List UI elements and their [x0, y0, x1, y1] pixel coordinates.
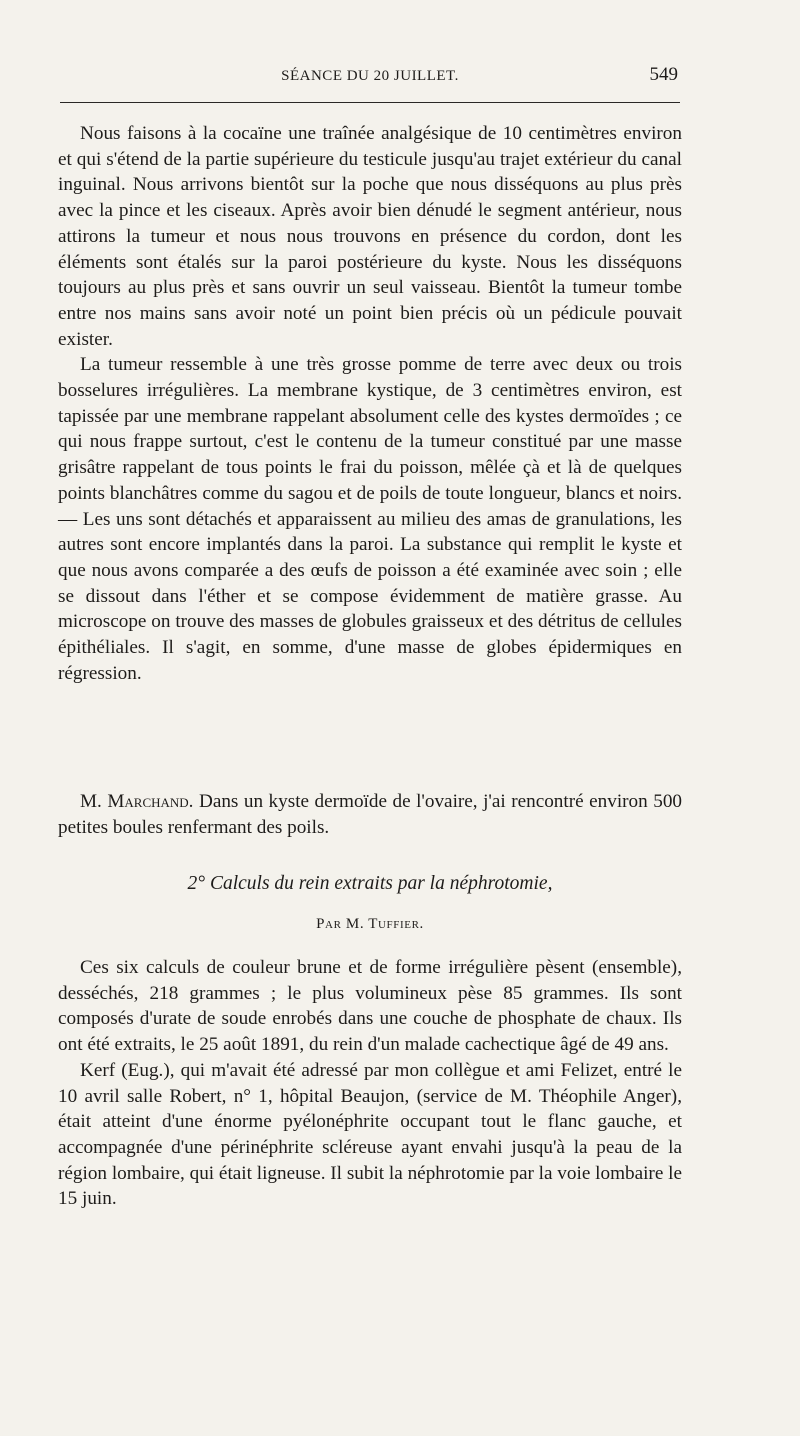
- speaker-remark: Dans un kyste dermoïde de l'ovaire, j'ai rencontré environ 500 petites boules renfermant des poils.: [58, 791, 683, 838]
- section-author: Par M. Tuffier.: [316, 916, 424, 932]
- paragraph-patient: Kerf (Eug.), qui m'avait été adressé par mon collègue et ami Felizet, entré le 10 avril salle Robert, n° 1, hôpital Beaujon, (service de M. Théophile Anger), était atteint d'une énorme pyélonéphrite occupant tout le flanc gauche, et accompagnée d'une périnéphrite scléreuse ayant envahi jusqu'à la peau de la région lombaire, qui était ligneuse. Il subit la néphrotomie par la voie lombaire le 15 juin.: [58, 1059, 682, 1210]
- speaker-name: M. Marchand.: [80, 791, 194, 812]
- paragraph-marchand: [58, 789, 682, 840]
- case-report-text: [58, 121, 682, 686]
- section-title: 2° Calculs du rein extraits par la néphrotomie,: [187, 873, 553, 894]
- running-head-title: SÉANCE DU 20 JUILLET.: [281, 68, 459, 84]
- calculi-text: [58, 955, 682, 1212]
- header-rule: [60, 102, 680, 103]
- running-head: [60, 62, 680, 90]
- paragraph-tumor-description: La tumeur ressemble à une très grosse pomme de terre avec deux ou trois bosselures irrégulières. La membrane kystique, de 3 centimètres environ, est tapissée par une membrane rappelant absolument celle des kystes dermoïdes ; ce qui nous frappe surtout, c'est le contenu de la tumeur constitué par une masse grisâtre rappelant de tous points le frai du poisson, mêlée çà et là de quelques points blanchâtres comme du sagou et de poils de toute longueur, blancs et noirs. — Les uns sont détachés et apparaissent au milieu des amas de granulations, les autres sont encore implantés dans la paroi. La substance qui remplit le kyste et que nous avons comparée a des œufs de poisson a été examinée avec soin ; elle se dissout dans l'éther et se compose évidemment de matière grasse. Au microscope on trouve des masses de globules graisseux et des détritus de cellules épithéliales. Il s'agit, en somme, d'une masse de globes épidermiques en régression.: [58, 354, 682, 684]
- page-number: 549: [649, 64, 678, 85]
- discussion-text: [58, 789, 682, 840]
- paragraph-calculi: Ces six calculs de couleur brune et de forme irrégulière pèsent (ensemble), desséchés, 218 grammes ; le plus volumineux pèse 85 grammes. Ils sont composés d'urate de soude enrobés dans une couche de phosphate de chaux. Ils ont été extraits, le 25 août 1891, du rein d'un malade cachectique âgé de 49 ans.: [58, 957, 682, 1056]
- paragraph-dissection: Nous faisons à la cocaïne une traînée analgésique de 10 centimètres environ et qui s'étend de la partie supérieure du testicule jusqu'au trajet extérieur du canal inguinal. Nous arrivons bientôt sur la poche que nous disséquons au plus près avec la pince et les ciseaux. Après avoir bien dénudé le segment antérieur, nous attirons la tumeur et nous nous trouvons en présence du cordon, dont les éléments sont étalés sur la paroi postérieure du kyste. Nous les disséquons toujours au plus près et sans ouvrir un seul vaisseau. Bientôt la tumeur tombe entre nos mains sans avoir noté un point bien précis où un pédicule pouvait exister.: [58, 123, 682, 350]
